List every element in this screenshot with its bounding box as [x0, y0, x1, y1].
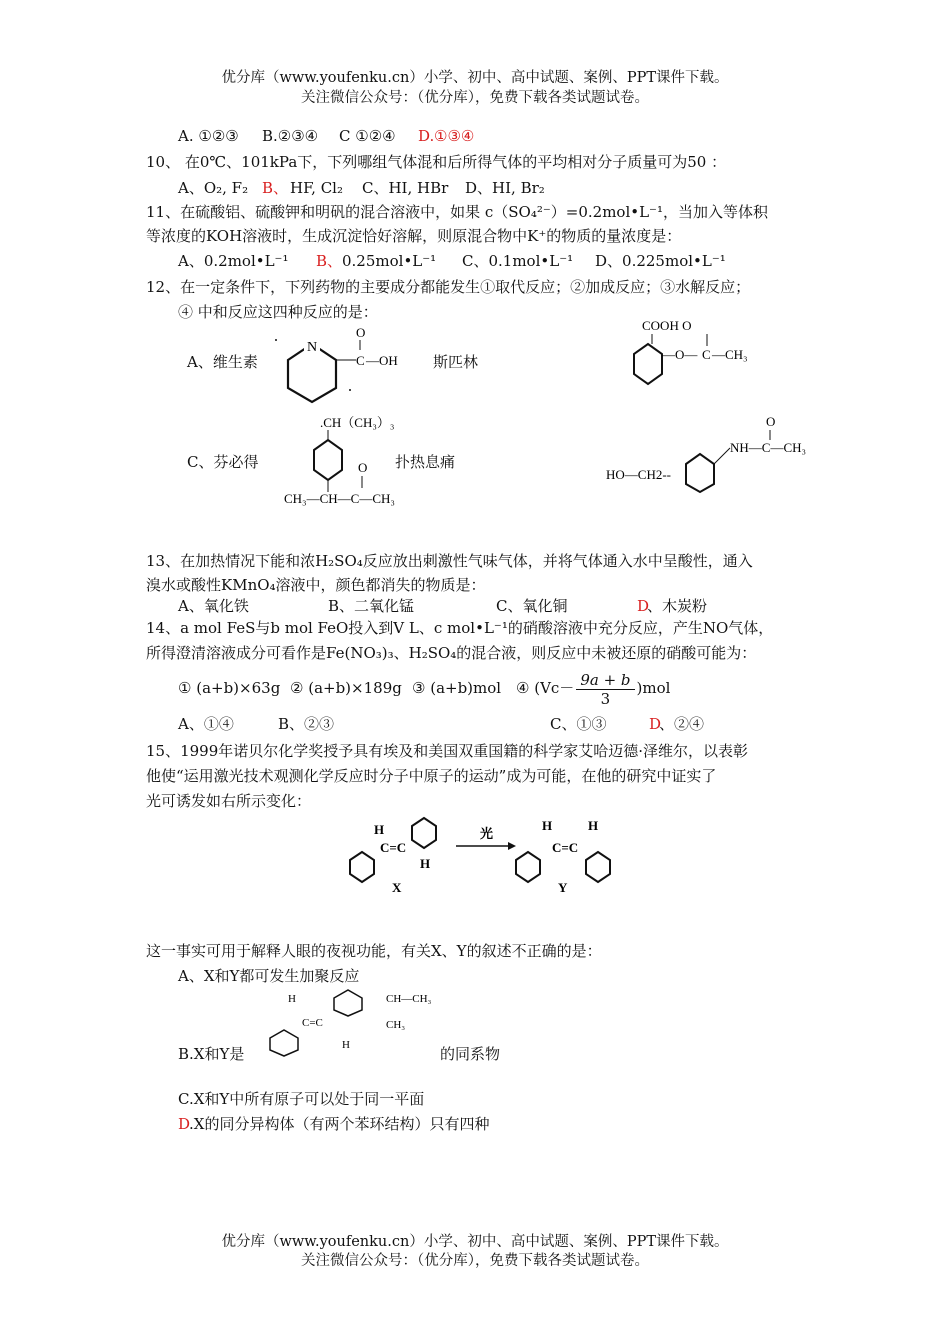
light-label: 光: [480, 826, 494, 841]
q9-option-d: ①③④: [434, 127, 475, 145]
q14-choice-4-pre: ④ (Vc－: [516, 679, 575, 697]
q14-choice-3: ③ (a+b)mol: [412, 679, 502, 697]
q9-option-c: C ①②④: [339, 127, 396, 145]
q14-stem-2: 所得澄清溶液成分可看作是Fe(NO₃)₃、H₂SO₄的混合液，则反应中未被还原的硝酸可能为：: [146, 644, 757, 662]
q15-stem-4: 这一事实可用于解释人眼的夜视功能，有关X、Y的叙述不正确的是：: [146, 942, 602, 960]
y-cc: C=C: [552, 840, 579, 855]
q14-choice-4-post: )mol: [636, 679, 671, 697]
struct-a-o: O: [356, 325, 366, 340]
label-y: Y: [558, 880, 568, 895]
q14-fraction: [576, 671, 634, 708]
q12-stem-1: 12、在一定条件下，下列药物的主要成分都能发生①取代反应；②加成反应；③水解反应；: [146, 278, 751, 296]
footer-line-1: 优分库（www.youfenku.cn）小学、初中、高中试题、案例、PPT课件下载。: [221, 1234, 729, 1250]
q15-option-d: .X的同分异构体（有两个苯环结构）只有四种: [189, 1115, 490, 1133]
header-line-1: 优分库（www.youfenku.cn）小学、初中、高中试题、案例、PPT课件下载。: [221, 70, 729, 86]
q13-option-c: C、氧化铜: [496, 597, 568, 615]
struct-b-o: —O—: [662, 347, 698, 362]
struct-c-fenbid: [280, 412, 420, 512]
struct-a-vitamin: [270, 322, 410, 412]
q12-label-d: 扑热息痛: [395, 453, 456, 471]
b-struct-h-top: H: [288, 993, 296, 1005]
q10-option-b: HF, Cl₂: [290, 179, 343, 197]
q11-option-d: D、0.225mol•L⁻¹: [595, 252, 726, 270]
q9-option-d-letter: D.: [418, 127, 435, 145]
b-struct-ch3: CH₃: [386, 1019, 406, 1031]
struct-a-c: C: [356, 353, 365, 368]
q14-fraction-numerator: 9a + b: [576, 671, 634, 690]
q9-option-a: A. ①②③: [178, 127, 239, 145]
struct-d-nh: NH—C—CH₃: [730, 440, 807, 455]
q15-option-a: A、X和Y都可发生加聚反应: [178, 967, 360, 985]
struct-c-top: .CH（CH₃）₃: [320, 415, 395, 430]
q10-option-b-letter: B、: [262, 179, 289, 197]
q12-label-c: C、芬必得: [187, 453, 259, 471]
q15-option-c: C.X和Y中所有原子可以处于同一平面: [178, 1090, 425, 1108]
x-h-top: H: [374, 822, 385, 837]
y-h-right: H: [588, 818, 599, 833]
struct-d-o: O: [766, 414, 776, 429]
q13-option-b: B、二氧化锰: [328, 597, 415, 615]
struct-a-oh: —OH: [366, 353, 398, 368]
struct-d-paracetamol: [602, 410, 822, 495]
q13-stem-2: 溴水或酸性KMnO₄溶液中，颜色都消失的物质是：: [146, 576, 486, 594]
q11-option-b: 0.25mol•L⁻¹: [342, 252, 437, 270]
b-struct-h-bottom: H: [342, 1039, 350, 1051]
q14-choice-1: ① (a+b)×63g: [178, 679, 281, 697]
q11-option-a: A、0.2mol•L⁻¹: [178, 252, 289, 270]
footer-line-2: 关注微信公众号：（优分库），免费下载各类试题试卷。: [301, 1253, 649, 1269]
q15-option-b-structure: [262, 988, 442, 1058]
q14-option-c: C、①③: [550, 715, 607, 733]
struct-b-ch3: —CH₃: [712, 347, 748, 362]
q15-reaction-diagram: [340, 808, 640, 898]
q11-stem-2: 等浓度的KOH溶液时，生成沉淀恰好溶解，则原混合物中K⁺的物质的量浓度是：: [146, 227, 682, 245]
label-x: X: [392, 880, 402, 895]
q9-option-b: B.②③④: [262, 127, 319, 145]
b-struct-ch: CH—CH₃: [386, 993, 432, 1005]
q15-option-b-post: 的同系物: [440, 1045, 501, 1063]
q14-option-d: 、②④: [659, 715, 705, 733]
q14-fraction-denominator: 3: [600, 689, 611, 708]
header-line-2: 关注微信公众号：（优分库），免费下载各类试题试卷。: [301, 90, 649, 106]
q10-stem: 10、 在0℃、101kPa下，下列哪组气体混和后所得气体的平均相对分子质量可为50 ：: [146, 153, 727, 171]
y-h-left: H: [542, 818, 553, 833]
struct-b-c: C: [702, 347, 711, 362]
q13-stem-1: 13、在加热情况下能和浓H₂SO₄反应放出刺激性气味气体，并将气体通入水中呈酸性，通入: [146, 552, 753, 570]
q12-stem-2: ④ 中和反应这四种反应的是：: [178, 303, 378, 321]
q10-option-c: C、HI, HBr: [362, 179, 449, 197]
q15-stem-2: 他使“运用激光技术观测化学反应时分子中原子的运动”成为可能，在他的研究中证实了: [146, 767, 717, 785]
x-h-bottom: H: [420, 856, 431, 871]
q15-stem-1: 15、1999年诺贝尔化学奖授予具有埃及和美国双重国籍的科学家艾哈迈德·泽维尔，以表彰: [146, 742, 749, 760]
q14-option-d-letter: D: [649, 715, 662, 733]
b-struct-cc: C=C: [302, 1017, 323, 1029]
q13-option-d: 、木炭粉: [647, 597, 708, 615]
x-cc: C=C: [380, 840, 407, 855]
struct-d-left: HO—CH2--: [606, 467, 671, 482]
q14-stem-1: 14、a mol FeS与b mol FeO投入到V L、c mol•L⁻¹的硝酸溶液中充分反应，产生NO气体，: [146, 619, 774, 637]
q13-option-d-letter: D: [637, 597, 650, 615]
struct-a-n: N: [307, 340, 318, 355]
q14-option-b: B、②③: [278, 715, 335, 733]
q14-choice-4: [516, 665, 670, 711]
q15-option-b-pre: B.X和Y是: [178, 1045, 245, 1063]
q10-option-a: A、O₂, F₂: [178, 179, 249, 197]
q14-choice-2: ② (a+b)×189g: [290, 679, 402, 697]
struct-c-o: O: [358, 460, 368, 475]
q14-option-a: A、①④: [178, 715, 234, 733]
q13-option-a: A、氧化铁: [178, 597, 249, 615]
q11-option-c: C、0.1mol•L⁻¹: [462, 252, 574, 270]
q12-label-b: 斯匹林: [433, 353, 479, 371]
q12-label-a: A、维生素: [187, 353, 258, 371]
q15-option-d-letter: D: [178, 1115, 191, 1133]
q10-option-d: D、HI, Br₂: [465, 179, 545, 197]
q11-option-b-letter: B、: [316, 252, 343, 270]
struct-b-top: COOH O: [642, 318, 692, 333]
q11-stem-1: 11、在硫酸铝、硫酸钾和明矾的混合溶液中，如果 c（SO₄²⁻）=0.2mol•L⁻¹，当加入等体积: [146, 203, 768, 221]
struct-c-bottom: CH₃—CH—C—CH₃: [284, 491, 395, 506]
q15-stem-3: 光可诱发如右所示变化：: [146, 792, 312, 810]
struct-b-aspirin: [620, 312, 770, 392]
